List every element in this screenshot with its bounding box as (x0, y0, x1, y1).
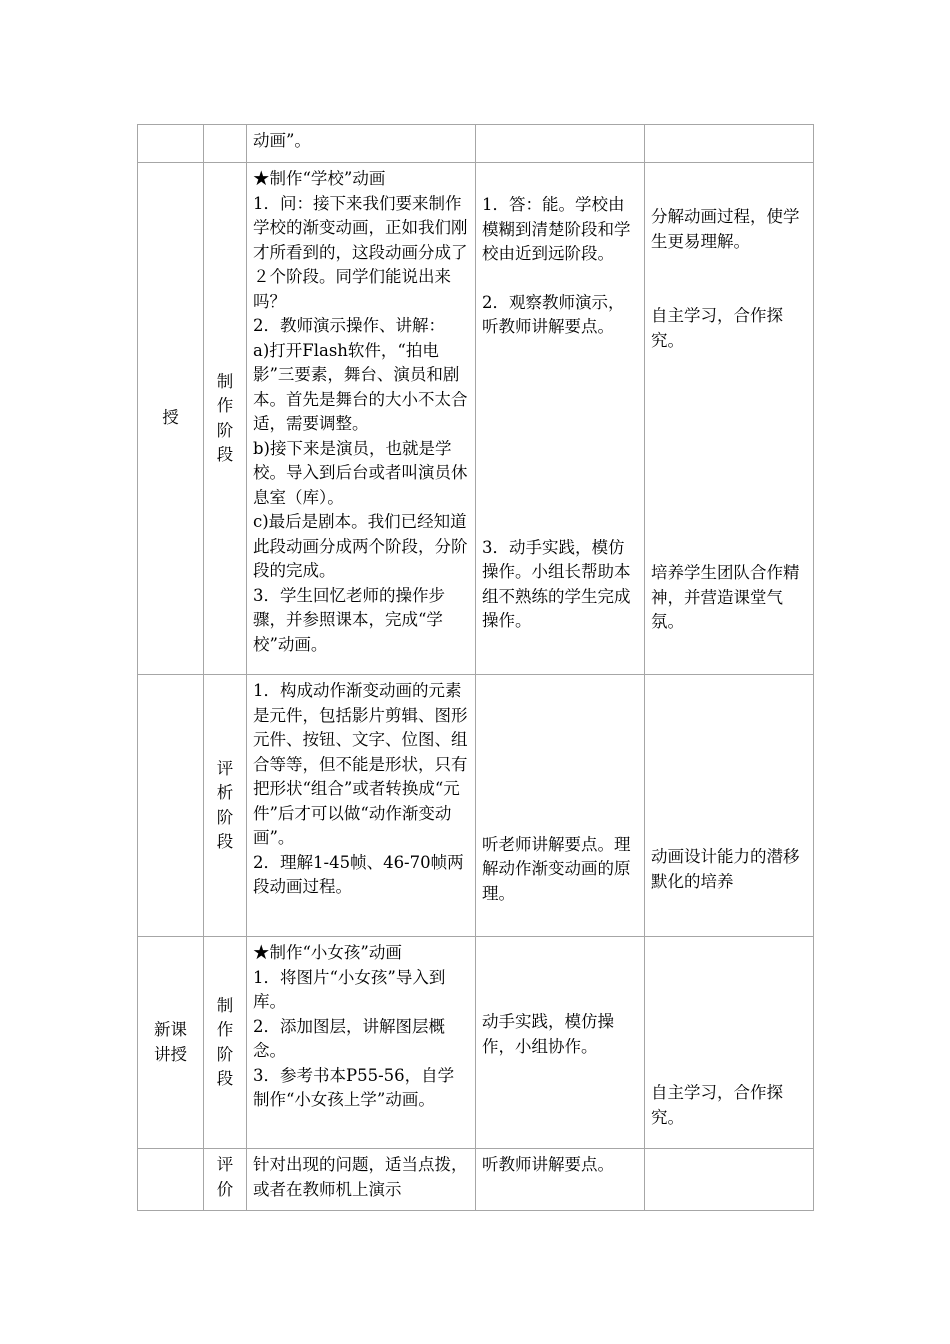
student-text: 2．观察教师演示，听教师讲解要点。 (482, 292, 625, 336)
student-text: 听教师讲解要点。 (482, 1155, 614, 1174)
stage-cell (138, 1149, 204, 1211)
teacher-text: 2．理解1-45帧、46-70帧两段动画过程。 (253, 852, 464, 896)
design-intent-cell (645, 675, 814, 937)
lesson-plan-table (137, 124, 814, 1211)
table-row (138, 125, 814, 163)
student-activity-cell (476, 1149, 645, 1211)
table-row (138, 163, 814, 675)
stage-cell: 授 (138, 163, 204, 675)
stage-cell (138, 937, 204, 1149)
design-text: 自主学习，合作探究。 (651, 306, 783, 350)
teacher-text: 针对出现的问题，适当点拨，或者在教师机上演示 (253, 1155, 468, 1199)
sub-stage-label: 制作阶段 (216, 371, 234, 464)
sub-stage-cell (204, 1149, 247, 1211)
stage-cell (138, 125, 204, 163)
design-intent-cell (645, 1149, 814, 1211)
sub-stage-cell (204, 937, 247, 1149)
table-row (138, 937, 814, 1149)
teacher-text: 2．添加图层，讲解图层概念。 (253, 1016, 445, 1060)
student-text: 3．动手实践，模仿操作。小组长帮助本组不熟练的学生完成操作。 (482, 537, 631, 630)
teacher-text: 3．学生回忆老师的操作步骤，并参照课本，完成“学校”动画。 (253, 585, 445, 654)
teacher-activity-cell (247, 937, 476, 1149)
teacher-text: 3．参考书本P55-56，自学制作“小女孩上学”动画。 (253, 1065, 455, 1109)
teacher-text: 1．问：接下来我们要来制作学校的渐变动画，正如我们刚才所看到的，这段动画分成了２个阶段。同学们能说出来吗？ (253, 193, 468, 311)
design-text: 培养学生团队合作精神，并营造课堂气氛。 (651, 563, 800, 631)
design-intent-cell (645, 163, 814, 675)
stage-cell (138, 675, 204, 937)
sub-stage-cell (204, 125, 247, 163)
design-text: 自主学习，合作探究。 (651, 1083, 783, 1127)
teacher-text: ★制作“学校”动画 (253, 169, 386, 188)
teacher-activity-cell (247, 163, 476, 675)
teacher-text: ★制作“小女孩”动画 (253, 943, 402, 962)
student-activity-cell (476, 125, 645, 163)
teacher-text: a)打开Flash软件，“拍电影”三要素，舞台、演员和剧本。首先是舞台的大小不太合适，需要调整。 (253, 340, 468, 433)
sub-stage-label: 评价 (216, 1155, 234, 1199)
student-text: 听老师讲解要点。理解动作渐变动画的原理。 (482, 834, 631, 903)
teacher-text: c)最后是剧本。我们已经知道此段动画分成两个阶段，分阶段的完成。 (253, 512, 468, 580)
sub-stage-label: 评析阶段 (216, 758, 234, 851)
teacher-text: 1．将图片“小女孩”导入到库。 (253, 967, 446, 1011)
sub-stage-cell (204, 675, 247, 937)
teacher-activity-cell (247, 125, 476, 163)
table-row (138, 1149, 814, 1211)
design-intent-cell (645, 937, 814, 1149)
table-row (138, 675, 814, 937)
teacher-activity-cell (247, 675, 476, 937)
design-text: 动画设计能力的潜移默化的培养 (651, 847, 800, 891)
teacher-text: b)接下来是演员，也就是学校。导入到后台或者叫演员休息室（库）。 (253, 438, 468, 507)
design-text: 分解动画过程，使学生更易理解。 (651, 207, 800, 251)
student-text: 1．答：能。学校由模糊到清楚阶段和学校由近到远阶段。 (482, 195, 631, 263)
student-activity-cell (476, 163, 645, 675)
student-text: 动手实践，模仿操作，小组协作。 (482, 1012, 614, 1056)
design-intent-cell (645, 125, 814, 163)
sub-stage-cell (204, 163, 247, 675)
stage-label: 新课讲授 (153, 1020, 187, 1064)
teacher-text: 1．构成动作渐变动画的元素是元件，包括影片剪辑、图形元件、按钮、文字、位图、组合等等，但不能是形状，只有把形状“组合”或者转换成“元件”后才可以做“动作渐变动画”。 (253, 681, 468, 847)
student-activity-cell (476, 937, 645, 1149)
sub-stage-label: 制作阶段 (216, 995, 234, 1088)
student-activity-cell (476, 675, 645, 937)
teacher-text: 动画”。 (253, 131, 311, 150)
teacher-activity-cell (247, 1149, 476, 1211)
teacher-text: 2．教师演示操作、讲解： (253, 316, 445, 335)
